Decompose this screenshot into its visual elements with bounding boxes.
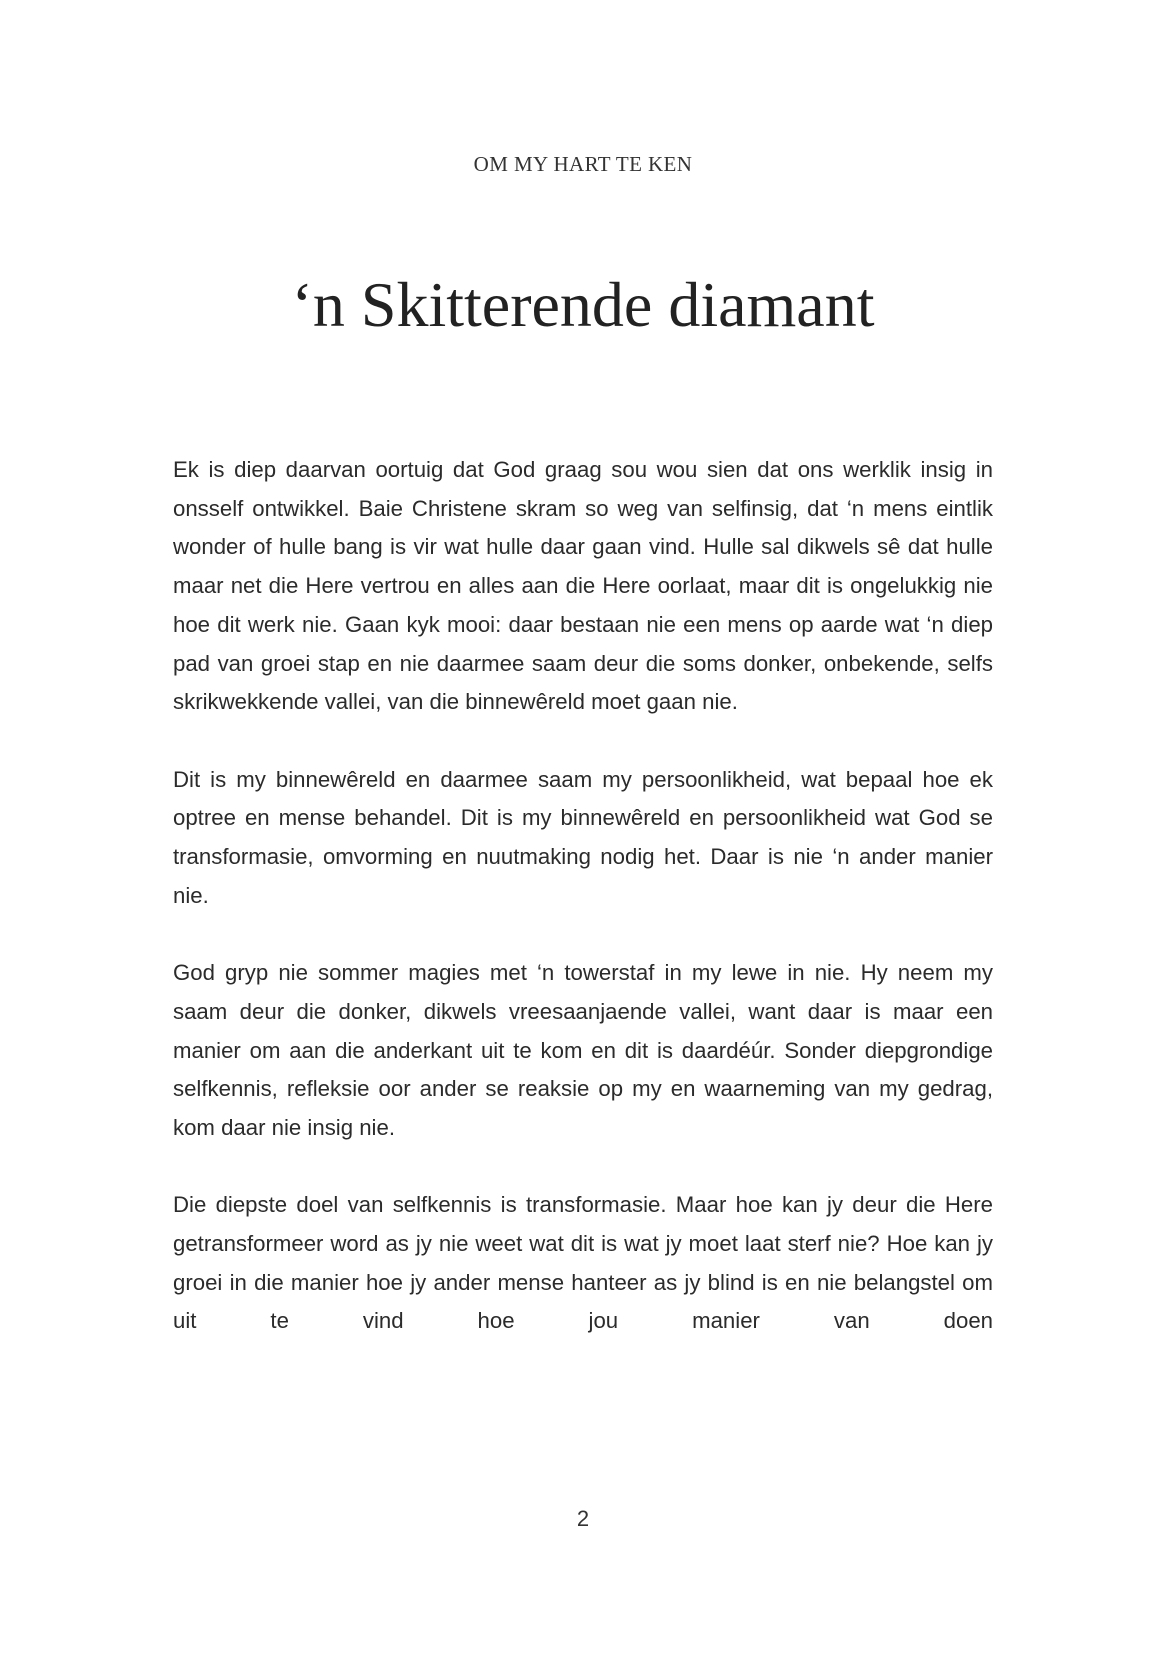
- paragraph: Dit is my binnewêreld en daarmee saam my persoonlikheid, wat bepaal hoe ek optree en mense behandel. Dit is my binnewêreld en persoonlikheid wat God se transformasie, omvorming en nuutmaking nodig het. Daar is nie ‘n ander manier nie.: [173, 766, 993, 908]
- running-head: OM MY HART TE KEN: [473, 152, 693, 176]
- paragraph: God gryp nie sommer magies met ‘n towerstaf in my lewe in nie. Hy neem my saam deur die donker, dikwels vreesaanjaende vallei, want daar is maar een manier om aan die anderkant uit te kom en dit is daardéúr. Sonder diepgrondige selfkennis, refleksie oor ander se reaksie op my en waarneming van my gedrag, kom daar nie insig nie.: [173, 960, 993, 1140]
- body-text: [173, 451, 993, 1341]
- page-number: 2: [576, 1506, 590, 1531]
- paragraph: Die diepste doel van selfkennis is transformasie. Maar hoe kan jy deur die Here getransformeer word as jy nie weet wat dit is wat jy moet laat sterf nie? Hoe kan jy groei in die manier hoe jy ander mense hanteer as jy blind is en nie belangstel om uit te vind hoe jou manier van doen: [173, 1192, 993, 1334]
- paragraph: Ek is diep daarvan oortuig dat God graag sou wou sien dat ons werklik insig in onsself ontwikkel. Baie Christene skram so weg van selfinsig, dat ‘n mens eintlik wonder of hulle bang is vir wat hulle daar gaan vind. Hulle sal dikwels sê dat hulle maar net die Here vertrou en alles aan die Here oorlaat, maar dit is ongelukkig nie hoe dit werk nie. Gaan kyk mooi: daar bestaan nie een mens op aarde wat ‘n diep pad van groei stap en nie daarmee saam deur die soms donker, onbekende, selfs skrikwekkende vallei, van die binnewêreld moet gaan nie.: [173, 457, 993, 715]
- chapter-title: ‘n Skitterende diamant: [291, 269, 875, 340]
